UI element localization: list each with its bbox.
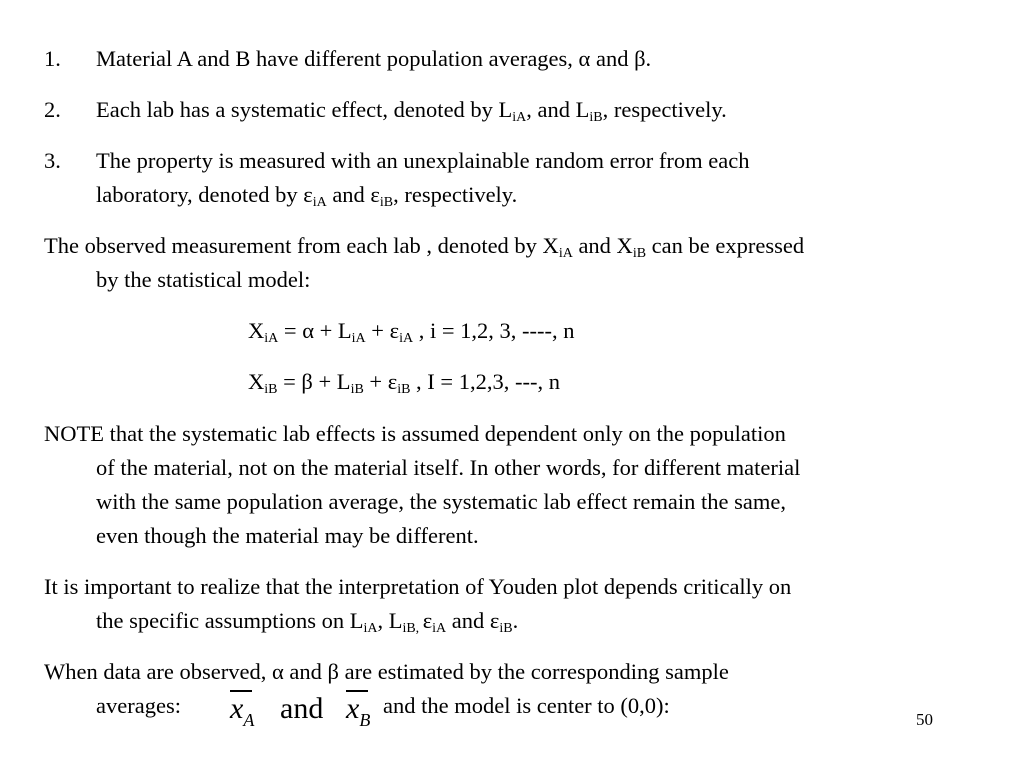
item-3-number: 3.: [44, 148, 61, 173]
item-1-text: Material A and B have different population averages, α and β.: [96, 46, 652, 71]
item-2-number: 2.: [44, 97, 61, 122]
item-2-text: Each lab has a systematic effect, denoted by $L_{iA}$, and $L_{iB}$, respectively.: [96, 97, 727, 125]
estimate-and: and: [280, 692, 324, 725]
important-line-1: It is important to realize that the interpretation of Youden plot depends critically on: [44, 574, 792, 599]
overline-a: [230, 690, 252, 692]
observed-line-2: by the statistical model:: [96, 267, 311, 292]
estimate-tail: and the model is center to (0,0):: [383, 693, 670, 718]
mean-x-b: $x_B$: [346, 692, 371, 730]
overline-b: [346, 690, 368, 692]
item-3-line-2: laboratory, denoted by $\varepsilon_{iA}$ and $\varepsilon_{iB}$, respectively.: [96, 182, 518, 210]
item-1-number: 1.: [44, 46, 61, 71]
note-line-4: even though the material may be different.: [96, 523, 479, 548]
estimate-averages-label: averages:: [96, 693, 181, 718]
observed-line-1: The observed measurement from each lab , denoted by $X_{iA}$ and $X_{iB}$ can be expressed: [44, 233, 805, 261]
page-number: 50: [916, 710, 933, 729]
mean-x-a: $x_A$: [230, 692, 255, 730]
note-line-2: of the material, not on the material itself. In other words, for different material: [96, 455, 801, 480]
note-line-1: NOTE that the systematic lab effects is assumed dependent only on the population: [44, 421, 786, 446]
estimate-line-1: When data are observed, α and β are estimated by the corresponding sample: [44, 659, 729, 684]
note-line-3: with the same population average, the systematic lab effect remain the same,: [96, 489, 786, 514]
equation-b: $X_{iB} = \beta + L_{iB} + \varepsilon_{iB}$ , I = 1,2,3, ---, n: [248, 369, 560, 397]
item-3-line-1: The property is measured with an unexplainable random error from each: [96, 148, 750, 173]
important-line-2: the specific assumptions on $L_{iA}$, $L_{iB,}$ $\varepsilon_{iA}$ and $\varepsilon_{iB}$.: [96, 608, 519, 636]
equation-a: $X_{iA} = \alpha + L_{iA} + \varepsilon_{iA}$ , i = 1,2, 3, ----, n: [248, 318, 575, 346]
